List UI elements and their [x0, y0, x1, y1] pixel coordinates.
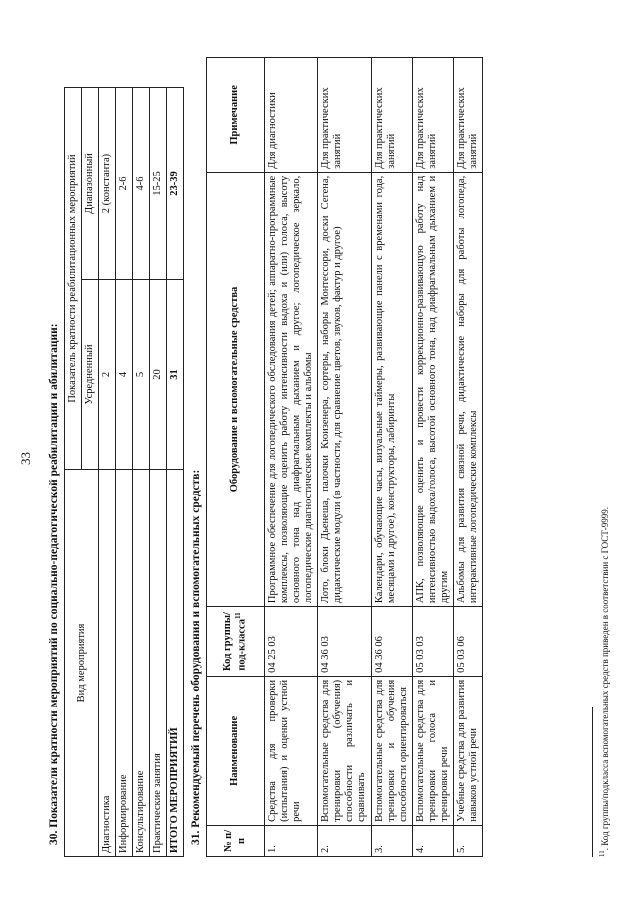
- table-row: [412, 58, 453, 857]
- row-name: Средства для проверки (испытания) и оценки устной речи: [265, 676, 318, 825]
- table-row-total: [167, 88, 184, 857]
- table-row: [318, 58, 371, 857]
- avg-value: 2: [99, 280, 116, 470]
- row-equipment: Лото, блоки Дьенеша, палочки Кюизенера, сортеры, наборы Монтессори, доски Сегена, дидактические модули (в частности, для сравнение цветов, звуков, фактур и другое): [318, 172, 371, 606]
- table-row: [265, 58, 318, 857]
- row-equipment: АПК, позволяющие оценить и провести коррекционно-развивающую работу над интенсивностью выдоха/голоса, высотой основного тона, над диафрагмальным дыханием и другим: [412, 172, 453, 606]
- table-row: [99, 88, 116, 857]
- row-code: 05 03 03: [412, 607, 453, 677]
- avg-value: 5: [133, 280, 150, 470]
- row-name: Вспомогательные средства для тренировки (обучения) способности различать и сравнивать: [318, 676, 371, 825]
- row-note: Для практических занятий: [453, 58, 482, 173]
- rehab-frequency-table: [64, 87, 184, 857]
- col-note-header: Примечание: [207, 58, 265, 173]
- section-30-title: 30. Показатели кратности мероприятий по социально-педагогической реабилитации и абилитации:: [48, 323, 60, 845]
- table-row: [116, 88, 133, 857]
- range-value: 4-6: [133, 88, 150, 280]
- row-name: Учебные средства для развития навыков устной речи: [453, 676, 482, 825]
- table-row: [371, 58, 412, 857]
- col-equipment-header: Оборудование и вспомогательные средства: [207, 172, 265, 606]
- row-code: 04 36 06: [371, 607, 412, 677]
- avg-value: 20: [150, 280, 167, 470]
- activity-name: Диагностика: [99, 470, 116, 857]
- avg-value: 31: [167, 280, 184, 470]
- row-no: 4.: [412, 825, 453, 856]
- footnote-text: . Код группы/подкласса вспомогательных средств приведен в соответствии с ГОСТ-9999.: [600, 507, 610, 851]
- row-note: Для диагностики: [265, 58, 318, 173]
- table-row: [453, 58, 482, 857]
- row-code: 04 25 03: [265, 607, 318, 677]
- activity-name: Информирование: [116, 470, 133, 857]
- row-equipment: Программное обеспечение для логопедического обследования детей; аппаратно-программные комплексы, позволяющие оценить работу интенсивности выдоха и (или) голоса, высоту основного тона над диафрагмальным дыханием и другое; логопедическое зеркало, логопедические диагностические комплекты и альбомы: [265, 172, 318, 606]
- activity-name: Консультирование: [133, 470, 150, 857]
- row-equipment: Альбомы для развития связной речи, дидактические наборы для работы логопеда, интерактивные логопедические комплексы: [453, 172, 482, 606]
- row-note: Для практических занятий: [318, 58, 371, 173]
- row-no: 1.: [265, 825, 318, 856]
- col-range-header: Диапазонный: [82, 88, 99, 280]
- page-number: 33: [18, 452, 33, 465]
- row-no: 2.: [318, 825, 371, 856]
- activity-name: Практические занятия: [150, 470, 167, 857]
- footnote: [598, 507, 610, 857]
- row-note: Для практических занятий: [412, 58, 453, 173]
- footnote-mark: 11: [598, 850, 606, 857]
- equipment-table: [206, 57, 483, 857]
- row-name: Вспомогательные средства для тренировки и обучения способности ориентироваться: [371, 676, 412, 825]
- range-value: 23-39: [167, 88, 184, 280]
- col-code-header: Код группы/под-класса$^{11}$: [207, 607, 265, 677]
- row-note: Для практических занятий: [371, 58, 412, 173]
- activity-name: ИТОГО МЕРОПРИЯТИЙ: [167, 470, 184, 857]
- row-code: 04 36 03: [318, 607, 371, 677]
- range-value: 2 (константа): [99, 88, 116, 280]
- row-no: 3.: [371, 825, 412, 856]
- col-indicator-header: Показатель кратности реабилитационных мероприятий: [65, 88, 82, 470]
- row-no: 5.: [453, 825, 482, 856]
- col-avg-header: Усредненный: [82, 280, 99, 470]
- col-name-header: Наименование: [207, 676, 265, 825]
- col-no-header: № п/п: [207, 825, 265, 856]
- section-31-title: 31. Рекомендуемый перечень оборудования и вспомогательных средств:: [190, 469, 202, 845]
- row-name: Вспомогательные средства для тренировки голоса и тренировки речи: [412, 676, 453, 825]
- col-activity-header: Вид мероприятия: [65, 470, 99, 857]
- range-value: 2-6: [116, 88, 133, 280]
- row-equipment: Календари, обучающие часы, визуальные таймеры, развивающие панели с временами года, месяцами и другое), конструкторы, лабиринты: [371, 172, 412, 606]
- row-code: 05 03 06: [453, 607, 482, 677]
- range-value: 15-25: [150, 88, 167, 280]
- table-row: [133, 88, 150, 857]
- table-row: [150, 88, 167, 857]
- footnote-divider: [592, 707, 593, 857]
- avg-value: 4: [116, 280, 133, 470]
